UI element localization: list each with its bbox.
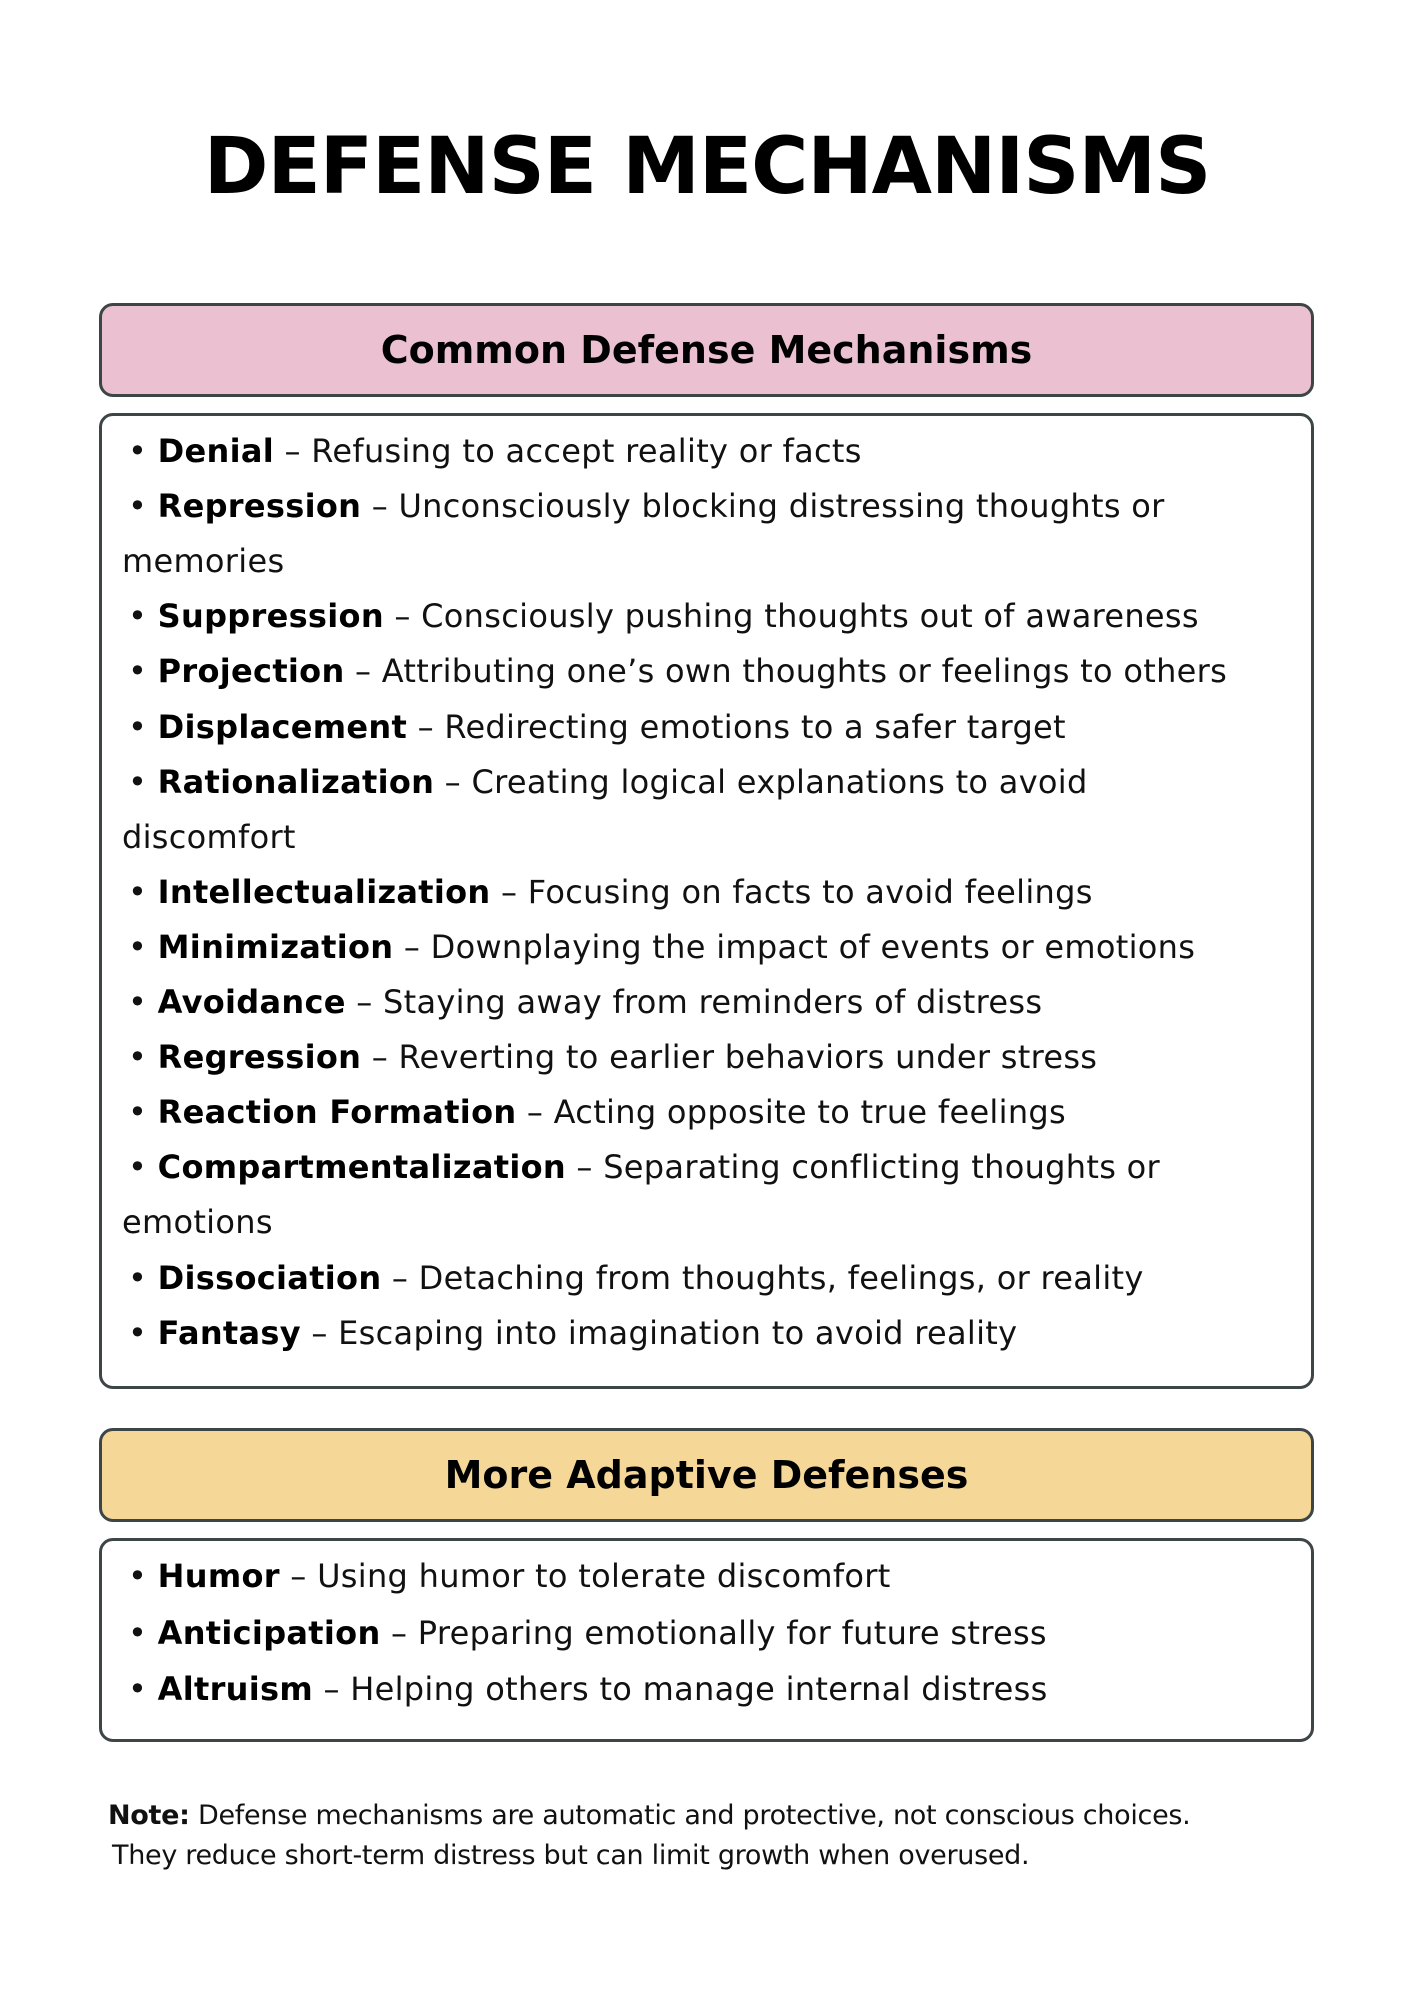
item-term: Repression xyxy=(157,487,362,526)
item-term: Suppression xyxy=(157,597,384,636)
item-term: Regression xyxy=(157,1038,362,1077)
bullet: • xyxy=(128,1093,158,1132)
bullet: • xyxy=(128,707,158,746)
item-term: Dissociation xyxy=(157,1258,382,1297)
item-description: – Acting opposite to true feelings xyxy=(516,1093,1066,1132)
item-term: Rationalization xyxy=(157,762,435,801)
item-description: – Helping others to manage internal distress xyxy=(313,1670,1048,1708)
item-description-continued: emotions xyxy=(122,1203,273,1242)
item-description-continued: discomfort xyxy=(122,817,296,856)
item-description: – Staying away from reminders of distress xyxy=(345,983,1043,1021)
item-description: – Preparing emotionally for future stress xyxy=(380,1613,1047,1652)
bullet: • xyxy=(128,1038,158,1077)
bullet: • xyxy=(128,1557,158,1595)
common-mechanisms-header xyxy=(99,303,1314,397)
note-line-1 xyxy=(108,1802,1190,1829)
item-term: Altruism xyxy=(157,1670,314,1708)
bullet: • xyxy=(128,432,158,470)
page-title: DEFENSE MECHANISMS xyxy=(203,122,1211,212)
common-mechanisms-heading: Common Defense Mechanisms xyxy=(380,328,1033,372)
item-term: Minimization xyxy=(157,927,394,966)
list-item xyxy=(128,1148,1160,1187)
item-description: – Redirecting emotions to a safer target xyxy=(407,707,1066,746)
item-description: – Using humor to tolerate discomfort xyxy=(279,1557,891,1595)
bullet: • xyxy=(128,983,158,1021)
item-description: – Separating conflicting thoughts or xyxy=(565,1148,1160,1187)
item-term: Reaction Formation xyxy=(157,1093,517,1132)
list-item xyxy=(128,1613,1047,1652)
list-item xyxy=(128,487,1165,526)
item-description-continued: memories xyxy=(122,542,285,581)
item-term: Humor xyxy=(157,1557,280,1595)
item-description: – Attributing one’s own thoughts or feelings to others xyxy=(344,652,1228,691)
item-term: Displacement xyxy=(157,707,408,746)
list-item xyxy=(128,1038,1098,1077)
item-term: Fantasy xyxy=(157,1313,301,1352)
item-description: – Reverting to earlier behaviors under stress xyxy=(361,1038,1098,1077)
list-item xyxy=(128,432,862,470)
bullet: • xyxy=(128,927,158,966)
item-description: – Creating logical explanations to avoid xyxy=(434,762,1088,801)
bullet: • xyxy=(128,1148,158,1187)
bullet: • xyxy=(128,487,158,526)
note-line-2: They reduce short-term distress but can limit growth when overused. xyxy=(112,1840,1030,1871)
item-term: Denial xyxy=(157,432,275,470)
adaptive-defenses-heading: More Adaptive Defenses xyxy=(444,1453,969,1497)
item-description: – Focusing on facts to avoid feelings xyxy=(490,872,1093,911)
item-term: Projection xyxy=(157,652,345,691)
list-item xyxy=(128,1670,1048,1708)
list-item xyxy=(128,762,1088,801)
list-item xyxy=(128,1313,1018,1352)
adaptive-defenses-header xyxy=(99,1428,1314,1522)
item-description: – Unconsciously blocking distressing thoughts or xyxy=(361,487,1165,526)
bullet: • xyxy=(128,1670,158,1708)
item-description: – Refusing to accept reality or facts xyxy=(274,432,862,470)
list-item xyxy=(128,872,1093,911)
bullet: • xyxy=(128,1613,158,1652)
bullet: • xyxy=(128,597,158,636)
bullet: • xyxy=(128,1258,158,1297)
list-item xyxy=(128,927,1196,966)
list-item xyxy=(128,1093,1066,1132)
item-description: – Downplaying the impact of events or emotions xyxy=(393,927,1196,966)
bullet: • xyxy=(128,872,158,911)
note-label: Note: xyxy=(108,1800,190,1831)
list-item xyxy=(128,707,1066,746)
item-term: Anticipation xyxy=(157,1613,381,1652)
item-description: – Consciously pushing thoughts out of awareness xyxy=(383,597,1199,636)
item-description: – Detaching from thoughts, feelings, or reality xyxy=(381,1258,1144,1297)
common-mechanisms-list xyxy=(99,413,1314,1389)
list-item xyxy=(128,1557,891,1595)
list-item xyxy=(128,652,1228,691)
list-item xyxy=(128,983,1043,1021)
item-term: Intellectualization xyxy=(157,872,491,911)
note-text-1: Defense mechanisms are automatic and protective, not conscious choices. xyxy=(189,1800,1191,1831)
adaptive-defenses-list xyxy=(99,1538,1314,1742)
item-term: Compartmentalization xyxy=(157,1148,566,1187)
item-term: Avoidance xyxy=(157,983,346,1021)
bullet: • xyxy=(128,652,158,691)
bullet: • xyxy=(128,1313,158,1352)
list-item xyxy=(128,597,1199,636)
bullet: • xyxy=(128,762,158,801)
item-description: – Escaping into imagination to avoid reality xyxy=(300,1313,1018,1352)
list-item xyxy=(128,1258,1144,1297)
